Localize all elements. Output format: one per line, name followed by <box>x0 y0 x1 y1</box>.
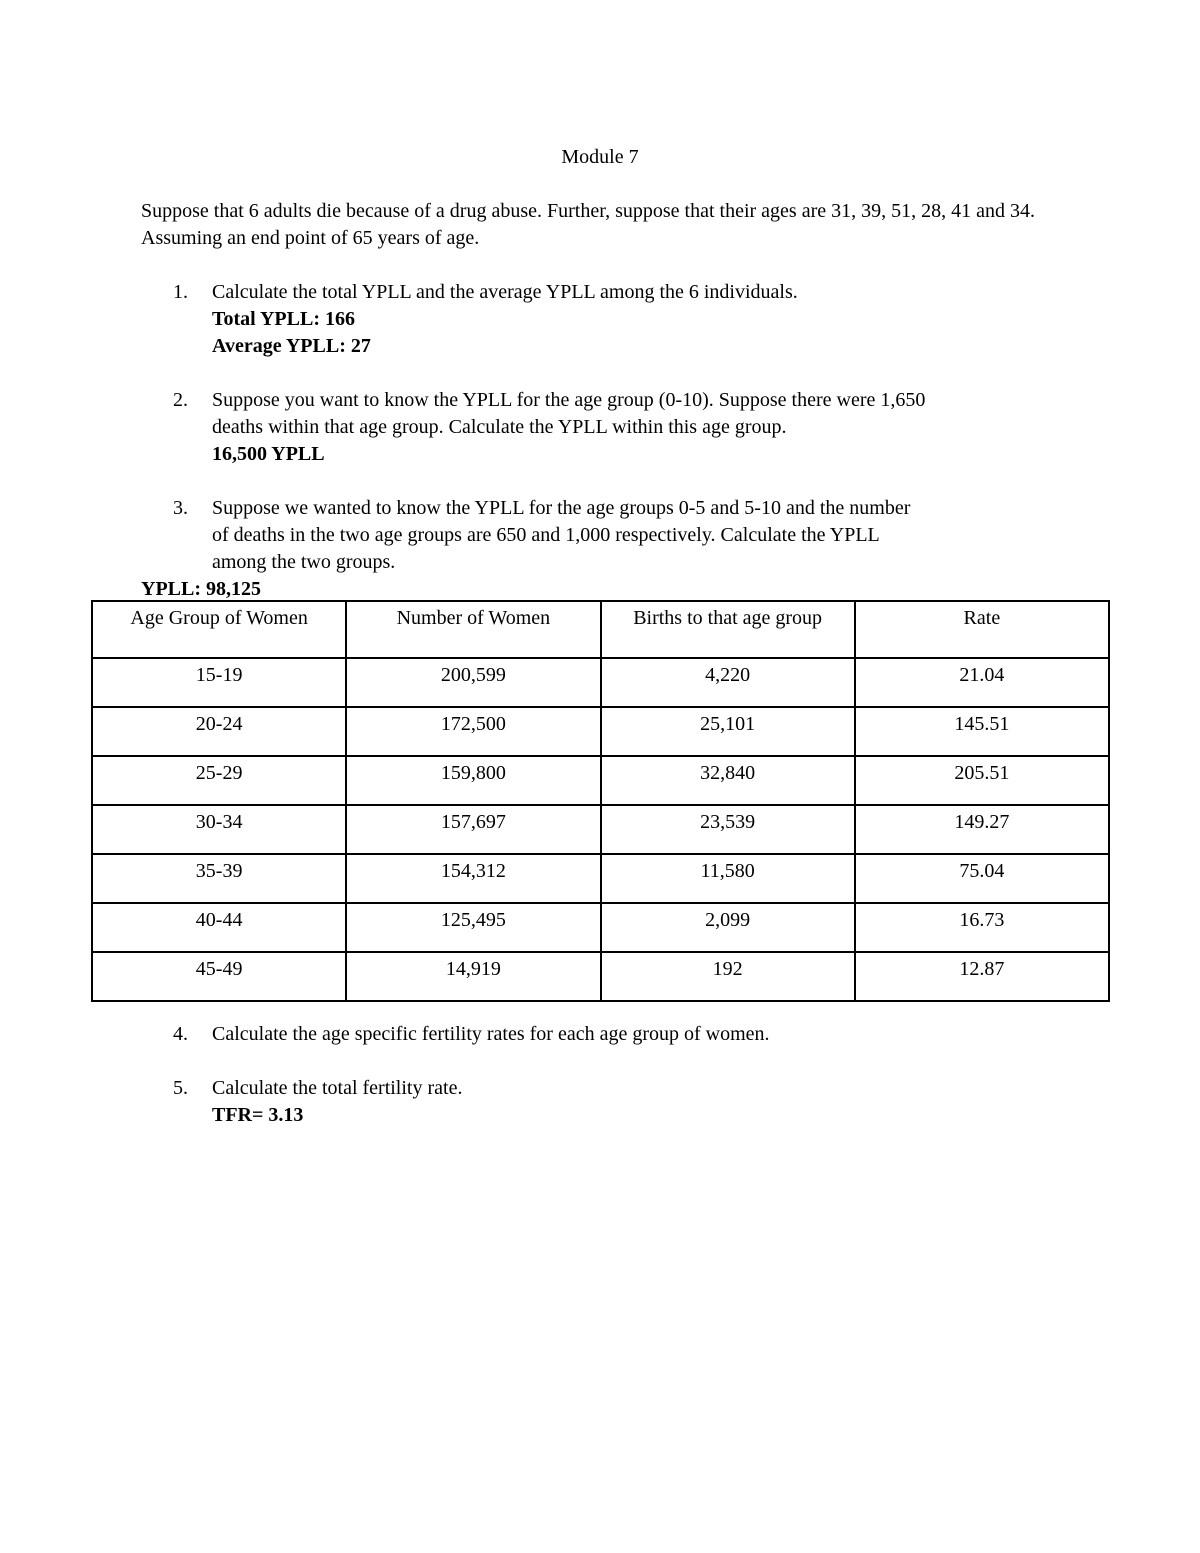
question-number: 3. <box>173 497 188 519</box>
question-text: Suppose you want to know the YPLL for the age group (0-10). Suppose there were 1,650 <box>212 389 926 411</box>
women-count-cell: 200,599 <box>346 658 600 707</box>
column-header: Births to that age group <box>601 601 855 658</box>
table-row <box>92 658 1109 707</box>
women-count-cell: 159,800 <box>346 756 600 805</box>
question-text: Calculate the total fertility rate. <box>212 1077 463 1099</box>
rate-cell: 16.73 <box>855 903 1109 952</box>
page-title: Module 7 <box>561 146 639 168</box>
question-4 <box>173 1021 1063 1048</box>
question-text: Calculate the total YPLL and the average YPLL among the 6 individuals. <box>212 281 798 303</box>
births-cell: 11,580 <box>601 854 855 903</box>
column-header: Rate <box>855 601 1109 658</box>
rate-cell: 145.51 <box>855 707 1109 756</box>
births-cell: 23,539 <box>601 805 855 854</box>
age-group-cell: 45-49 <box>92 952 346 1001</box>
table-row <box>92 756 1109 805</box>
rate-cell: 21.04 <box>855 658 1109 707</box>
births-cell: 4,220 <box>601 658 855 707</box>
question-text: among the two groups. <box>212 551 396 573</box>
question-number: 4. <box>173 1023 188 1045</box>
women-count-cell: 154,312 <box>346 854 600 903</box>
column-header: Number of Women <box>346 601 600 658</box>
table-row <box>92 903 1109 952</box>
answer-tfr: TFR= 3.13 <box>212 1104 304 1126</box>
births-cell: 2,099 <box>601 903 855 952</box>
column-header: Age Group of Women <box>92 601 346 658</box>
age-group-cell: 25-29 <box>92 756 346 805</box>
answer-average-ypll: Average YPLL: 27 <box>212 335 371 357</box>
age-group-cell: 15-19 <box>92 658 346 707</box>
rate-cell: 75.04 <box>855 854 1109 903</box>
question-text: Suppose we wanted to know the YPLL for the age groups 0-5 and 5-10 and the number <box>212 497 911 519</box>
answer-ypll-two-groups: YPLL: 98,125 <box>141 578 261 600</box>
question-5 <box>173 1075 1063 1129</box>
table-row <box>92 952 1109 1001</box>
age-group-cell: 35-39 <box>92 854 346 903</box>
question-number: 5. <box>173 1077 188 1099</box>
table-row <box>92 854 1109 903</box>
age-group-cell: 20-24 <box>92 707 346 756</box>
answer-total-ypll: Total YPLL: 166 <box>212 308 355 330</box>
women-count-cell: 14,919 <box>346 952 600 1001</box>
question-1 <box>173 279 1063 360</box>
births-cell: 192 <box>601 952 855 1001</box>
age-group-cell: 40-44 <box>92 903 346 952</box>
intro-paragraph: Suppose that 6 adults die because of a drug abuse. Further, suppose that their ages are 31, 39, 51, 28, 41 and 34. Assuming an end point of 65 years of age. <box>141 200 1035 249</box>
answer-ypll-0-10: 16,500 YPLL <box>212 443 325 465</box>
women-count-cell: 157,697 <box>346 805 600 854</box>
question-text: deaths within that age group. Calculate the YPLL within this age group. <box>212 416 787 438</box>
births-cell: 32,840 <box>601 756 855 805</box>
table-header-row <box>92 601 1109 658</box>
rate-cell: 12.87 <box>855 952 1109 1001</box>
births-cell: 25,101 <box>601 707 855 756</box>
question-text: Calculate the age specific fertility rates for each age group of women. <box>212 1023 770 1045</box>
question-text: of deaths in the two age groups are 650 and 1,000 respectively. Calculate the YPLL <box>212 524 880 546</box>
table-row <box>92 805 1109 854</box>
table-row <box>92 707 1109 756</box>
age-group-cell: 30-34 <box>92 805 346 854</box>
question-number: 1. <box>173 281 188 303</box>
question-number: 2. <box>173 389 188 411</box>
women-count-cell: 172,500 <box>346 707 600 756</box>
women-count-cell: 125,495 <box>346 903 600 952</box>
rate-cell: 149.27 <box>855 805 1109 854</box>
question-3 <box>173 495 1063 576</box>
question-2 <box>173 387 1063 468</box>
fertility-table <box>91 600 1110 1002</box>
rate-cell: 205.51 <box>855 756 1109 805</box>
